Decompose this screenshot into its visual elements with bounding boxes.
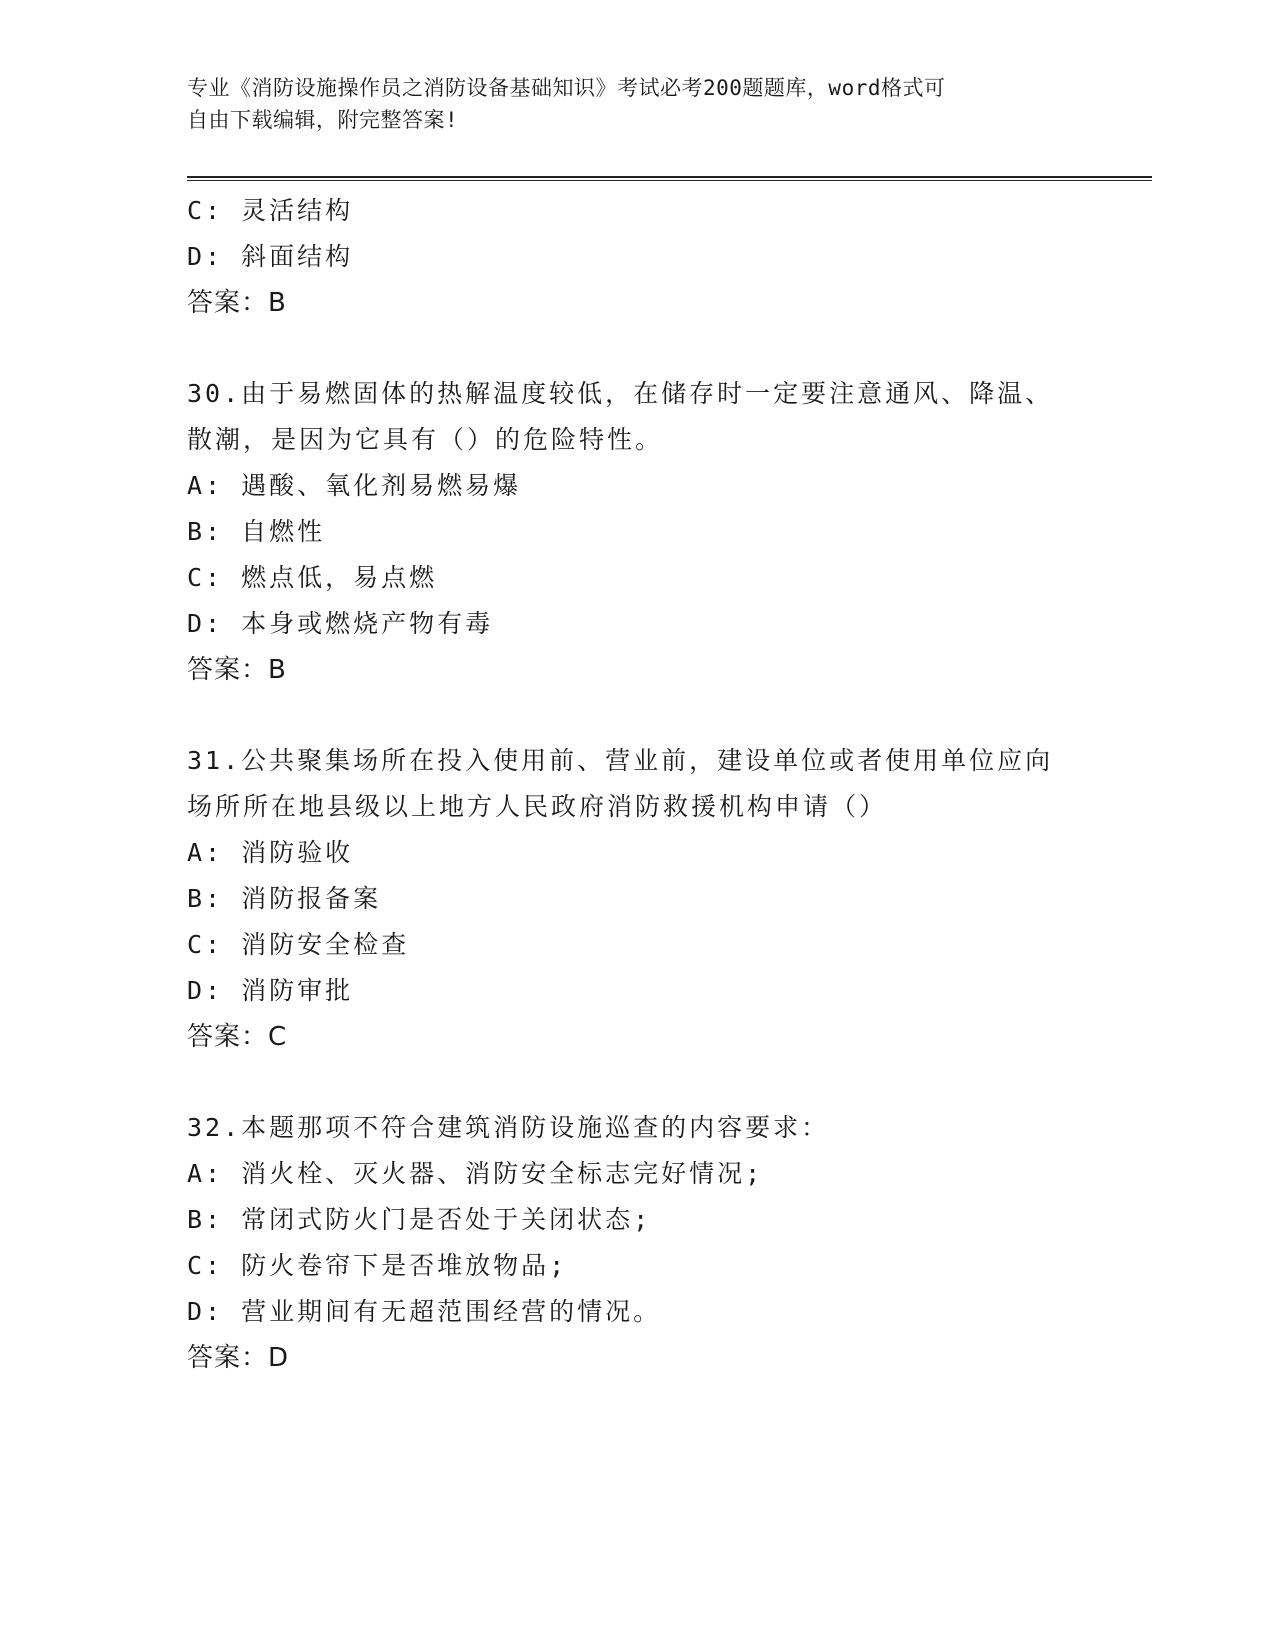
answer-line: 答案：C <box>187 1022 288 1052</box>
header-line-2: 自由下载编辑，附完整答案! <box>187 108 459 132</box>
option-text: 常闭式防火门是否处于关闭状态; <box>241 1205 652 1234</box>
partial-question <box>187 188 1087 326</box>
option-d <box>187 234 1087 280</box>
option-text: 斜面结构 <box>241 242 354 271</box>
option-text: 消火栓、灭火器、消防安全标志完好情况; <box>241 1159 764 1188</box>
question-stem-line: 场所所在地县级以上地方人民政府消防救援机构申请（） <box>187 792 888 821</box>
option-label: A: <box>187 1159 242 1188</box>
option-d <box>187 601 1087 647</box>
option-text: 燃点低，易点燃 <box>241 563 438 592</box>
header-divider <box>187 176 1152 181</box>
question-30 <box>187 371 1087 693</box>
option-label: D: <box>187 242 242 271</box>
option-label: A: <box>187 471 242 500</box>
option-label: D: <box>187 1297 242 1326</box>
answer-line: 答案：B <box>187 288 287 318</box>
question-stem-line: 32.本题那项不符合建筑消防设施巡查的内容要求： <box>187 1113 830 1142</box>
option-text: 消防审批 <box>241 976 354 1005</box>
option-c <box>187 188 1087 234</box>
option-text: 消防报备案 <box>241 884 382 913</box>
option-d <box>187 1289 1087 1335</box>
option-a <box>187 830 1087 876</box>
option-b <box>187 876 1087 922</box>
option-label: B: <box>187 1205 242 1234</box>
question-stem-line: 散潮，是因为它具有（）的危险特性。 <box>187 425 664 454</box>
question-stem-line: 30.由于易燃固体的热解温度较低，在储存时一定要注意通风、降温、 <box>187 379 1054 408</box>
option-label: C: <box>187 930 242 959</box>
option-text: 防火卷帘下是否堆放物品; <box>241 1251 568 1280</box>
option-d <box>187 968 1087 1014</box>
option-text: 遇酸、氧化剂易燃易爆 <box>241 471 522 500</box>
option-c <box>187 922 1087 968</box>
answer-line: 答案：B <box>187 655 287 685</box>
page-header <box>187 72 1077 136</box>
option-c <box>187 1243 1087 1289</box>
option-text: 本身或燃烧产物有毒 <box>241 609 494 638</box>
option-label: D: <box>187 609 242 638</box>
option-text: 灵活结构 <box>241 196 354 225</box>
option-a <box>187 463 1087 509</box>
option-b <box>187 509 1087 555</box>
option-a <box>187 1151 1087 1197</box>
header-line-1: 专业《消防设施操作员之消防设备基础知识》考试必考200题题库，word格式可 <box>187 76 946 100</box>
option-label: C: <box>187 1251 242 1280</box>
question-31 <box>187 738 1087 1060</box>
option-label: D: <box>187 976 242 1005</box>
option-b <box>187 1197 1087 1243</box>
option-label: A: <box>187 838 242 867</box>
question-stem-line: 31.公共聚集场所在投入使用前、营业前，建设单位或者使用单位应向 <box>187 746 1054 775</box>
option-label: C: <box>187 196 242 225</box>
option-text: 消防安全检查 <box>241 930 410 959</box>
option-text: 消防验收 <box>241 838 354 867</box>
option-text: 自燃性 <box>241 517 326 546</box>
option-text: 营业期间有无超范围经营的情况。 <box>241 1297 662 1326</box>
question-32 <box>187 1105 1087 1381</box>
answer-line: 答案：D <box>187 1343 290 1373</box>
option-c <box>187 555 1087 601</box>
document-body <box>187 188 1087 1381</box>
option-label: B: <box>187 517 242 546</box>
option-label: B: <box>187 884 242 913</box>
option-label: C: <box>187 563 242 592</box>
